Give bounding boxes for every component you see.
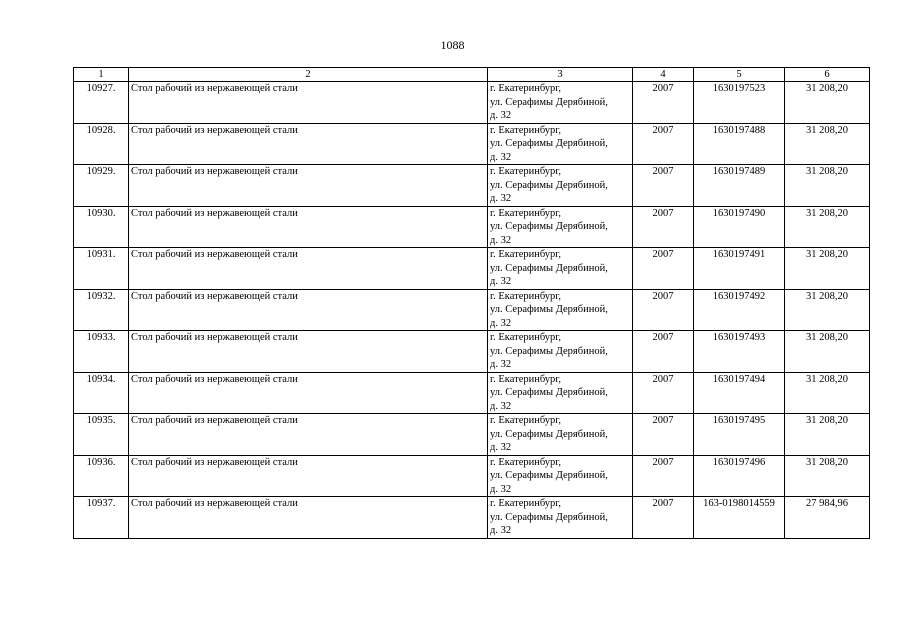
address-line: г. Екатеринбург,: [490, 415, 562, 426]
cost-cell: 27 984,96: [785, 497, 870, 539]
address-line: г. Екатеринбург,: [490, 166, 562, 177]
address-line: г. Екатеринбург,: [490, 249, 562, 260]
cost-cell: 31 208,20: [785, 248, 870, 290]
row-number-cell: 10931.: [74, 248, 129, 290]
inventory-number-cell: 163-0198014559: [694, 497, 785, 539]
cost-cell: 31 208,20: [785, 455, 870, 497]
year-cell: 2007: [633, 331, 694, 373]
address-line: д. 32: [490, 276, 512, 287]
address-line: г. Екатеринбург,: [490, 373, 562, 385]
address-line: ул. Серафимы Дерябиной,: [490, 138, 608, 149]
item-name-cell: Стол рабочий из нержавеющей стали: [129, 289, 488, 331]
item-name-cell: Стол рабочий из нержавеющей стали: [129, 165, 488, 207]
item-name-cell: Стол рабочий из нержавеющей стали: [129, 414, 488, 456]
inventory-number-cell: 1630197490: [694, 206, 785, 248]
item-name-cell: Стол рабочий из нержавеющей стали: [129, 206, 488, 248]
row-number-cell: 10929.: [74, 165, 129, 207]
address-line: ул. Серафимы Дерябиной,: [490, 96, 608, 108]
row-number-cell: 10936.: [74, 455, 129, 497]
item-name-cell: Стол рабочий из нержавеющей стали: [129, 123, 488, 165]
column-header-1: 1: [74, 68, 129, 82]
address-line: г. Екатеринбург,: [490, 290, 562, 302]
column-header-3: 3: [488, 68, 633, 82]
cost-cell: 31 208,20: [785, 82, 870, 124]
year-cell: 2007: [633, 123, 694, 165]
cost-cell: 31 208,20: [785, 206, 870, 248]
table-row: [74, 289, 870, 331]
year-cell: 2007: [633, 82, 694, 124]
inventory-number-cell: 1630197495: [694, 414, 785, 456]
address-line: д. 32: [490, 110, 512, 121]
year-cell: 2007: [633, 289, 694, 331]
row-number-cell: 10930.: [74, 206, 129, 248]
table-row: [74, 82, 870, 124]
row-number-cell: 10937.: [74, 497, 129, 539]
address-line: г. Екатеринбург,: [490, 456, 562, 468]
address-line: ул. Серафимы Дерябиной,: [490, 179, 608, 191]
address-line: г. Екатеринбург,: [490, 498, 562, 509]
column-header-6: 6: [785, 68, 870, 82]
address-line: д. 32: [490, 442, 512, 453]
year-cell: 2007: [633, 372, 694, 414]
address-line: д. 32: [490, 234, 512, 246]
row-number-cell: 10933.: [74, 331, 129, 373]
address-line: г. Екатеринбург,: [490, 332, 562, 343]
address-line: ул. Серафимы Дерябиной,: [490, 470, 608, 481]
table-row: [74, 331, 870, 373]
table-row: [74, 414, 870, 456]
year-cell: 2007: [633, 455, 694, 497]
cost-cell: 31 208,20: [785, 372, 870, 414]
address-cell: [488, 372, 633, 414]
item-name-cell: Стол рабочий из нержавеющей стали: [129, 497, 488, 539]
table-row: [74, 455, 870, 497]
address-cell: [488, 455, 633, 497]
cost-cell: 31 208,20: [785, 331, 870, 373]
address-line: ул. Серафимы Дерябиной,: [490, 387, 608, 398]
table-row: [74, 165, 870, 207]
cost-cell: 31 208,20: [785, 165, 870, 207]
header-row: [74, 68, 870, 82]
address-cell: [488, 165, 633, 207]
address-line: ул. Серафимы Дерябиной,: [490, 428, 608, 440]
year-cell: 2007: [633, 206, 694, 248]
address-line: ул. Серафимы Дерябиной,: [490, 511, 608, 523]
address-cell: [488, 414, 633, 456]
row-number-cell: 10934.: [74, 372, 129, 414]
cost-cell: 31 208,20: [785, 414, 870, 456]
address-cell: [488, 331, 633, 373]
row-number-cell: 10928.: [74, 123, 129, 165]
table-row: [74, 123, 870, 165]
page-number: 1088: [440, 38, 465, 52]
address-line: д. 32: [490, 359, 512, 370]
cost-cell: 31 208,20: [785, 289, 870, 331]
address-line: д. 32: [490, 483, 512, 495]
address-cell: [488, 82, 633, 124]
column-header-2: 2: [129, 68, 488, 82]
year-cell: 2007: [633, 414, 694, 456]
inventory-number-cell: 1630197489: [694, 165, 785, 207]
year-cell: 2007: [633, 248, 694, 290]
column-header-5: 5: [694, 68, 785, 82]
table-row: [74, 497, 870, 539]
year-cell: 2007: [633, 497, 694, 539]
item-name-cell: Стол рабочий из нержавеющей стали: [129, 82, 488, 124]
row-number-cell: 10927.: [74, 82, 129, 124]
address-cell: [488, 123, 633, 165]
inventory-number-cell: 1630197491: [694, 248, 785, 290]
address-cell: [488, 206, 633, 248]
address-cell: [488, 248, 633, 290]
table-row: [74, 206, 870, 248]
address-line: д. 32: [490, 151, 512, 163]
address-line: ул. Серафимы Дерябиной,: [490, 304, 608, 315]
inventory-number-cell: 1630197488: [694, 123, 785, 165]
inventory-number-cell: 1630197494: [694, 372, 785, 414]
inventory-number-cell: 1630197493: [694, 331, 785, 373]
address-line: г. Екатеринбург,: [490, 83, 562, 94]
table-row: [74, 248, 870, 290]
row-number-cell: 10932.: [74, 289, 129, 331]
year-cell: 2007: [633, 165, 694, 207]
item-name-cell: Стол рабочий из нержавеющей стали: [129, 455, 488, 497]
address-line: д. 32: [490, 317, 512, 329]
inventory-number-cell: 1630197523: [694, 82, 785, 124]
column-header-4: 4: [633, 68, 694, 82]
address-line: ул. Серафимы Дерябиной,: [490, 221, 608, 232]
inventory-number-cell: 1630197492: [694, 289, 785, 331]
address-line: д. 32: [490, 525, 512, 536]
cost-cell: 31 208,20: [785, 123, 870, 165]
address-line: д. 32: [490, 400, 512, 412]
item-name-cell: Стол рабочий из нержавеющей стали: [129, 248, 488, 290]
address-line: ул. Серафимы Дерябиной,: [490, 345, 608, 357]
address-line: д. 32: [490, 193, 512, 204]
property-table: [73, 67, 870, 539]
table-row: [74, 372, 870, 414]
address-line: ул. Серафимы Дерябиной,: [490, 262, 608, 274]
table-body: [74, 82, 870, 539]
inventory-number-cell: 1630197496: [694, 455, 785, 497]
address-cell: [488, 289, 633, 331]
address-line: г. Екатеринбург,: [490, 124, 562, 136]
item-name-cell: Стол рабочий из нержавеющей стали: [129, 331, 488, 373]
item-name-cell: Стол рабочий из нержавеющей стали: [129, 372, 488, 414]
row-number-cell: 10935.: [74, 414, 129, 456]
address-line: г. Екатеринбург,: [490, 207, 562, 219]
address-cell: [488, 497, 633, 539]
